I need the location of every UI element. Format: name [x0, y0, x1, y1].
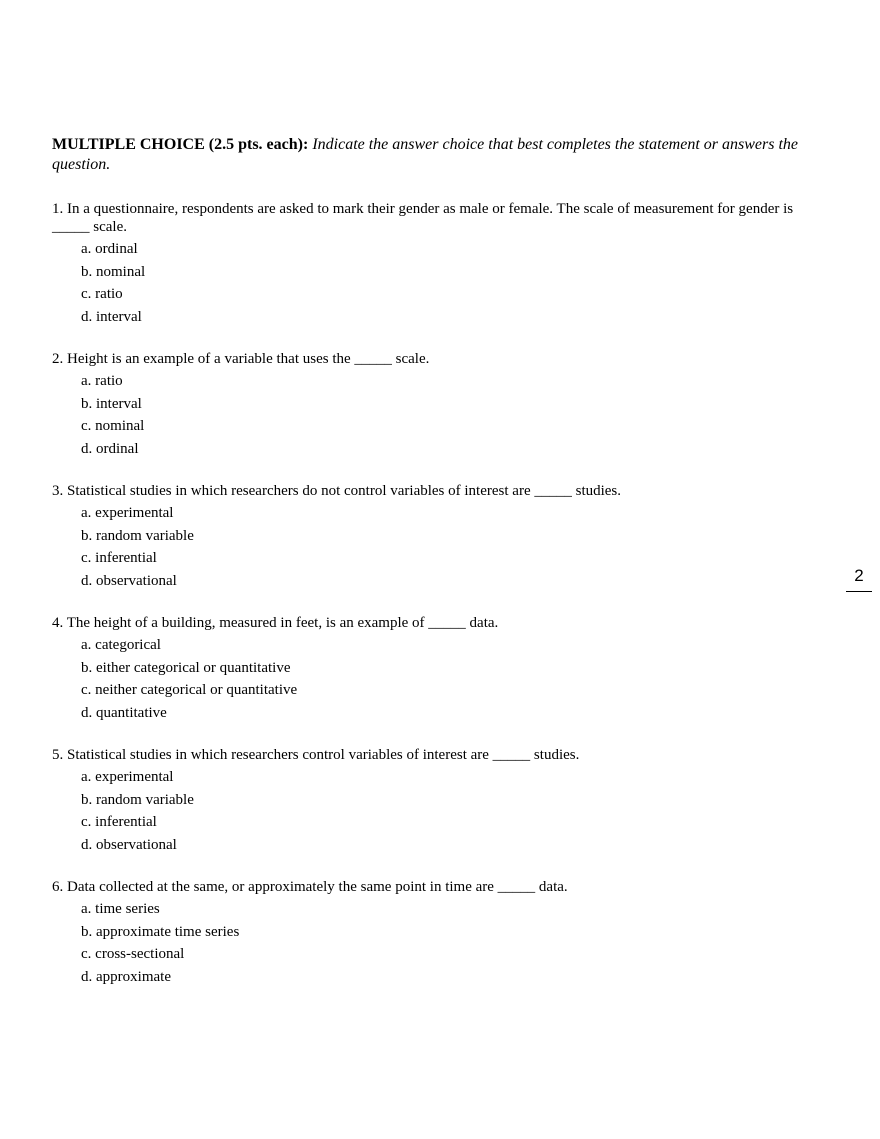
choice-text: interval — [96, 308, 142, 325]
choice-a — [81, 238, 832, 261]
answer-choices — [81, 370, 832, 460]
question-stem: 1. In a questionnaire, respondents are asked to mark their gender as male or female. The scale of measurement for gender is _____ scale. — [52, 201, 794, 235]
section-instructions: Indicate the answer choice that best completes the statement or answers the question. — [52, 136, 798, 173]
choice-c — [81, 943, 832, 966]
answer-choices — [81, 502, 832, 592]
choice-letter: d. — [81, 704, 93, 721]
choice-letter: d. — [81, 968, 93, 985]
choice-letter: a. — [81, 769, 92, 785]
choice-b — [81, 261, 832, 284]
choice-d — [81, 834, 832, 857]
choice-letter: b. — [81, 659, 93, 676]
choice-letter: b. — [81, 263, 93, 280]
section-title: MULTIPLE CHOICE (2.5 pts. each): — [52, 136, 309, 153]
question-5 — [52, 746, 832, 856]
choice-b — [81, 789, 832, 812]
answer-choices — [81, 766, 832, 856]
choice-letter: c. — [81, 550, 92, 566]
question-stem: 2. Height is an example of a variable that uses the _____ scale. — [52, 351, 430, 367]
choice-text: inferential — [95, 814, 157, 830]
choice-text: ratio — [95, 286, 123, 302]
choice-text: random variable — [96, 527, 194, 544]
choice-letter: b. — [81, 791, 93, 808]
choice-letter: d. — [81, 440, 93, 457]
choice-text: observational — [96, 836, 177, 853]
choice-letter: a. — [81, 901, 92, 917]
exam-page — [52, 135, 832, 1010]
choice-d — [81, 306, 832, 329]
choice-a — [81, 898, 832, 921]
choice-letter: b. — [81, 923, 93, 940]
choice-d — [81, 438, 832, 461]
choice-d — [81, 966, 832, 989]
choice-text: nominal — [95, 418, 145, 434]
choice-letter: d. — [81, 572, 93, 589]
choice-text: neither categorical or quantitative — [95, 682, 298, 698]
choice-text: experimental — [95, 505, 174, 521]
choice-a — [81, 766, 832, 789]
choice-letter: b. — [81, 395, 93, 412]
question-stem: 3. Statistical studies in which researchers do not control variables of interest are _____ studies. — [52, 483, 622, 499]
choice-c — [81, 283, 832, 306]
choice-letter: a. — [81, 505, 92, 521]
choice-b — [81, 393, 832, 416]
page-number: 2 — [846, 566, 872, 592]
choice-c — [81, 811, 832, 834]
choice-letter: a. — [81, 373, 92, 389]
choice-text: quantitative — [96, 704, 167, 721]
question-6 — [52, 878, 832, 988]
choice-b — [81, 525, 832, 548]
choice-text: either categorical or quantitative — [96, 659, 291, 676]
choice-b — [81, 921, 832, 944]
choice-letter: c. — [81, 682, 92, 698]
choice-letter: b. — [81, 527, 93, 544]
choice-a — [81, 370, 832, 393]
choice-letter: c. — [81, 286, 92, 302]
choice-text: random variable — [96, 791, 194, 808]
choice-letter: d. — [81, 836, 93, 853]
choice-d — [81, 702, 832, 725]
choice-text: ordinal — [96, 440, 139, 457]
choice-letter: d. — [81, 308, 93, 325]
choice-text: nominal — [96, 263, 146, 280]
choice-c — [81, 547, 832, 570]
choice-text: inferential — [95, 550, 157, 566]
choice-text: cross-sectional — [95, 946, 185, 962]
choice-text: experimental — [95, 769, 174, 785]
choice-b — [81, 657, 832, 680]
choice-c — [81, 415, 832, 438]
answer-choices — [81, 898, 832, 988]
choice-text: ratio — [95, 373, 123, 389]
answer-choices — [81, 634, 832, 724]
question-1 — [52, 200, 832, 328]
choice-letter: c. — [81, 814, 92, 830]
choice-a — [81, 502, 832, 525]
choice-text: categorical — [95, 637, 161, 653]
question-stem: 4. The height of a building, measured in feet, is an example of _____ data. — [52, 615, 499, 631]
choice-text: time series — [95, 901, 160, 917]
question-stem: 6. Data collected at the same, or approximately the same point in time are _____ data. — [52, 879, 568, 895]
choice-text: approximate — [96, 968, 171, 985]
question-stem: 5. Statistical studies in which researchers control variables of interest are _____ studies. — [52, 747, 580, 763]
choice-c — [81, 679, 832, 702]
choice-letter: a. — [81, 241, 92, 257]
answer-choices — [81, 238, 832, 328]
question-3 — [52, 482, 832, 592]
choice-text: interval — [96, 395, 142, 412]
choice-letter: c. — [81, 946, 92, 962]
choice-d — [81, 570, 832, 593]
choice-letter: a. — [81, 637, 92, 653]
choice-text: observational — [96, 572, 177, 589]
choice-letter: c. — [81, 418, 92, 434]
choice-text: approximate time series — [96, 923, 240, 940]
question-2 — [52, 350, 832, 460]
choice-a — [81, 634, 832, 657]
question-4 — [52, 614, 832, 724]
section-header — [52, 135, 832, 175]
choice-text: ordinal — [95, 241, 138, 257]
